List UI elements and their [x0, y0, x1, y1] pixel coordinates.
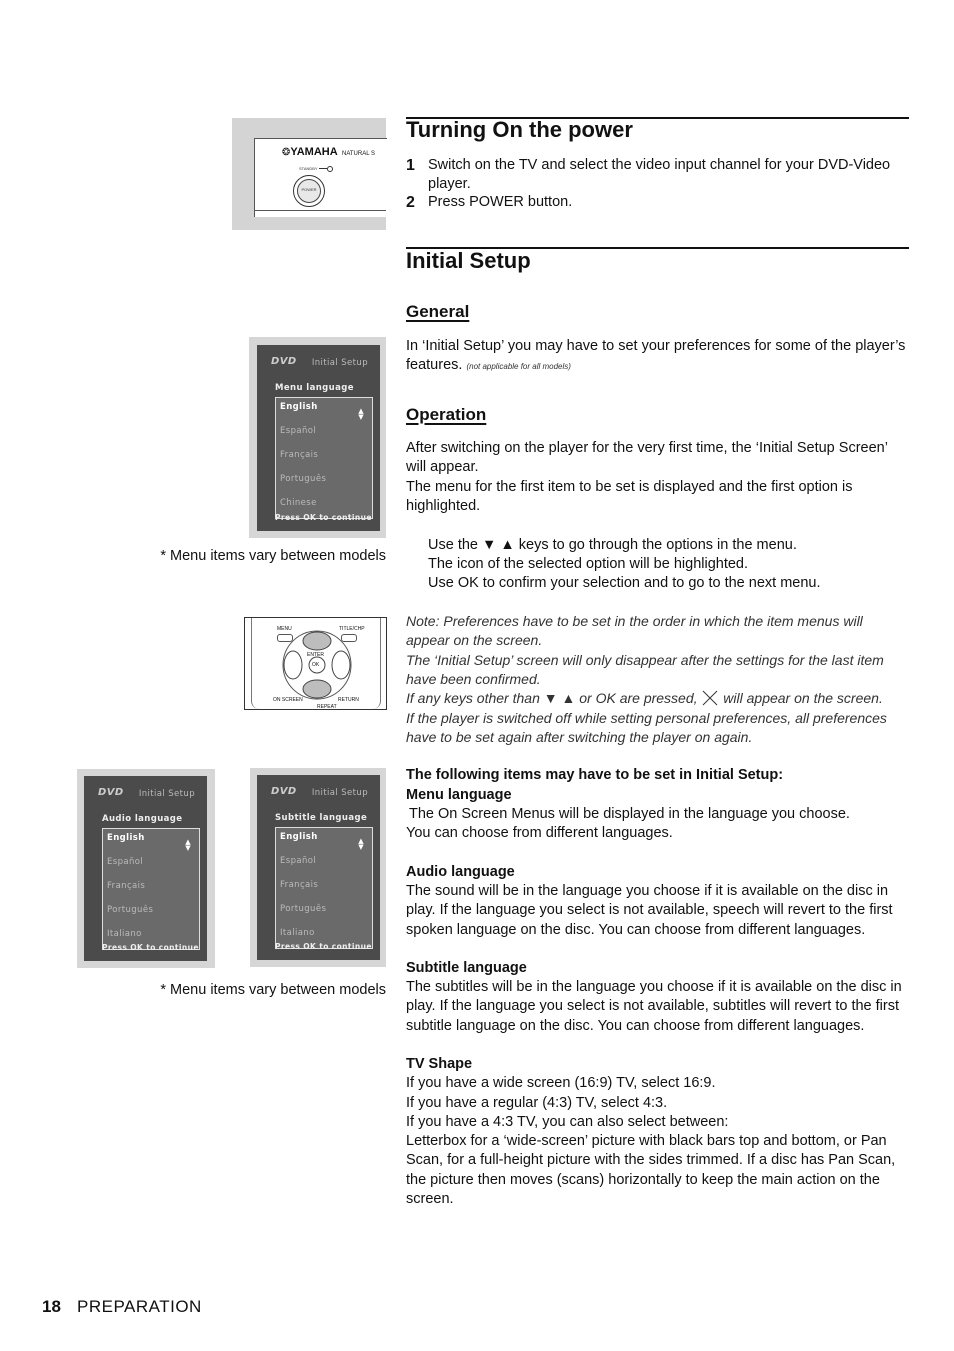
audio-language-text: The sound will be in the language you choose if it is available on the disc in play. If the language you select is not available, speech will revert to the first spoken language on the disc. You can choose from different languages.: [406, 883, 893, 938]
options-list: [275, 397, 373, 519]
enter-key-label: ENTER: [307, 652, 324, 658]
subtitle-language-title: Subtitle language: [406, 960, 527, 976]
return-key-label: RETURN: [338, 697, 359, 703]
standby-label: STANDBY: [299, 166, 318, 171]
option-item[interactable]: Português: [107, 905, 154, 915]
option-item[interactable]: Português: [280, 474, 327, 484]
standby-indicator-icon: [319, 168, 327, 169]
option-item[interactable]: Español: [280, 426, 317, 436]
menu-key-label: MENU: [277, 626, 292, 632]
yamaha-logo: ❂YAMAHA: [282, 146, 338, 158]
note-line-3: If any keys other than ▼ ▲ or OK are pressed, will appear on the screen.: [406, 690, 883, 706]
menu-language-screen: [257, 345, 380, 531]
operation-instruction-1: Use the ▼ ▲ keys to go through the options in the menu.: [428, 537, 797, 553]
operation-heading: Operation: [406, 405, 487, 424]
note-line-2: The ‘Initial Setup’ screen will only disappear after the settings for the last item have been confirmed.: [406, 652, 884, 688]
up-down-arrows-icon: ▲ ▼: [185, 838, 191, 852]
turning-on-heading: Turning On the power: [406, 117, 633, 142]
screen-title: Initial Setup: [138, 789, 195, 799]
audio-language-title: Audio language: [406, 864, 515, 880]
page-number: 18: [42, 1297, 61, 1316]
option-item[interactable]: Français: [280, 880, 319, 890]
option-item[interactable]: Español: [280, 856, 317, 866]
on-screen-key-label: ON SCREEN: [273, 697, 303, 703]
screen-title: Initial Setup: [311, 788, 368, 798]
dvd-logo-icon: DVD: [271, 786, 297, 797]
menu-language-title: Menu language: [406, 787, 512, 803]
menu-language-text-2: You can choose from different languages.: [406, 825, 673, 841]
general-text: In ‘Initial Setup’ you may have to set your preferences for some of the player’s features. (not applicable for all models): [406, 338, 906, 374]
operation-instruction-2: The icon of the selected option will be highlighted.: [428, 556, 749, 572]
general-small-note: (not applicable for all models): [466, 362, 571, 372]
subtitle-language-text: The subtitles will be in the language you choose if it is available on the disc in play. If the language you select is not available, subtitles will revert to the first subtitle language on the disc. You can choose from different languages.: [406, 979, 902, 1034]
option-item[interactable]: Français: [280, 450, 319, 460]
general-heading: General: [406, 302, 470, 321]
remote-control-illustration: [244, 617, 387, 710]
options-list: [275, 827, 373, 949]
tuning-fork-icon: ❂: [282, 147, 291, 158]
caption-2: * Menu items vary between models: [160, 982, 386, 998]
continue-hint: Press OK to continue: [275, 942, 372, 951]
step-2: 2 Press POWER button.: [406, 194, 573, 211]
option-item[interactable]: English: [107, 833, 145, 843]
ok-key-label: OK: [312, 662, 320, 668]
option-item[interactable]: English: [280, 402, 318, 412]
option-item[interactable]: Français: [107, 881, 146, 891]
initial-setup-heading: Initial Setup: [406, 248, 531, 273]
brand-tagline: NATURAL S: [342, 151, 376, 157]
power-label: POWER: [301, 187, 317, 192]
screen-title: Initial Setup: [311, 358, 368, 368]
note-line-4: If the player is switched off while setting personal preferences, all preferences have to be set again after switching the player on again.: [406, 710, 887, 746]
continue-hint: Press OK to continue: [275, 513, 372, 522]
operation-para-2: The menu for the first item to be set is displayed and the first option is highlighted.: [406, 479, 853, 515]
tv-shape-line-1: If you have a wide screen (16:9) TV, select 16:9.: [406, 1075, 716, 1091]
continue-hint: Press OK to continue: [102, 943, 199, 952]
title-key-label: TITLE/CHP: [339, 626, 365, 632]
tv-shape-title: TV Shape: [406, 1056, 473, 1072]
tv-shape-line-2: If you have a regular (4:3) TV, select 4:3.: [406, 1095, 668, 1111]
caption-1: * Menu items vary between models: [160, 548, 386, 564]
power-button[interactable]: [293, 175, 325, 207]
option-item[interactable]: Español: [107, 857, 144, 867]
dvd-logo-icon: DVD: [98, 787, 124, 798]
step-1: 1 Switch on the TV and select the video input channel for your DVD-Video player.: [406, 157, 891, 192]
screen-label: Menu language: [275, 383, 354, 393]
repeat-key-label: REPEAT: [317, 704, 337, 710]
up-down-arrows-icon: ▲ ▼: [358, 407, 364, 421]
tv-shape-line-4: Letterbox for a ‘wide-screen’ picture with black bars top and bottom, or Pan Scan, for a full-height picture with the sides trimmed. If a disc has Pan Scan, the picture then moves (scans) horizontally to keep the main action on the screen.: [406, 1133, 896, 1208]
note-line-1: Note: Preferences have to be set in the order in which the item menus will appear on the screen.: [406, 613, 863, 649]
items-intro: The following items may have to be set in Initial Setup:: [406, 767, 784, 783]
option-item[interactable]: Italiano: [107, 929, 142, 939]
audio-language-screen-frame: [77, 769, 215, 968]
subtitle-language-screen-frame: [250, 768, 386, 967]
menu-language-text-1: The On Screen Menus will be displayed in the language you choose.: [409, 806, 850, 822]
screen-label: Audio language: [102, 814, 183, 824]
audio-language-screen: [84, 776, 207, 961]
option-item[interactable]: Português: [280, 904, 327, 914]
up-down-arrows-icon: ▲ ▼: [358, 837, 364, 851]
subtitle-language-screen: [257, 775, 380, 960]
tv-shape-line-3: If you have a 4:3 TV, you can also select between:: [406, 1114, 729, 1130]
option-item[interactable]: Italiano: [280, 928, 315, 938]
options-list: [102, 828, 200, 950]
power-button-illustration: [232, 118, 386, 230]
dvd-logo-icon: DVD: [271, 356, 297, 367]
operation-instruction-3: Use OK to confirm your selection and to go to the next menu.: [428, 575, 821, 591]
screen-label: Subtitle language: [275, 813, 368, 823]
option-item[interactable]: Chinese: [280, 498, 317, 508]
standby-led-icon: [327, 166, 333, 172]
menu-language-screen-frame: [249, 337, 386, 538]
cross-icon: [701, 690, 719, 706]
option-item[interactable]: English: [280, 832, 318, 842]
operation-para-1: After switching on the player for the very first time, the ‘Initial Setup Screen’ will appear.: [406, 440, 888, 476]
section-name: PREPARATION: [77, 1297, 202, 1316]
